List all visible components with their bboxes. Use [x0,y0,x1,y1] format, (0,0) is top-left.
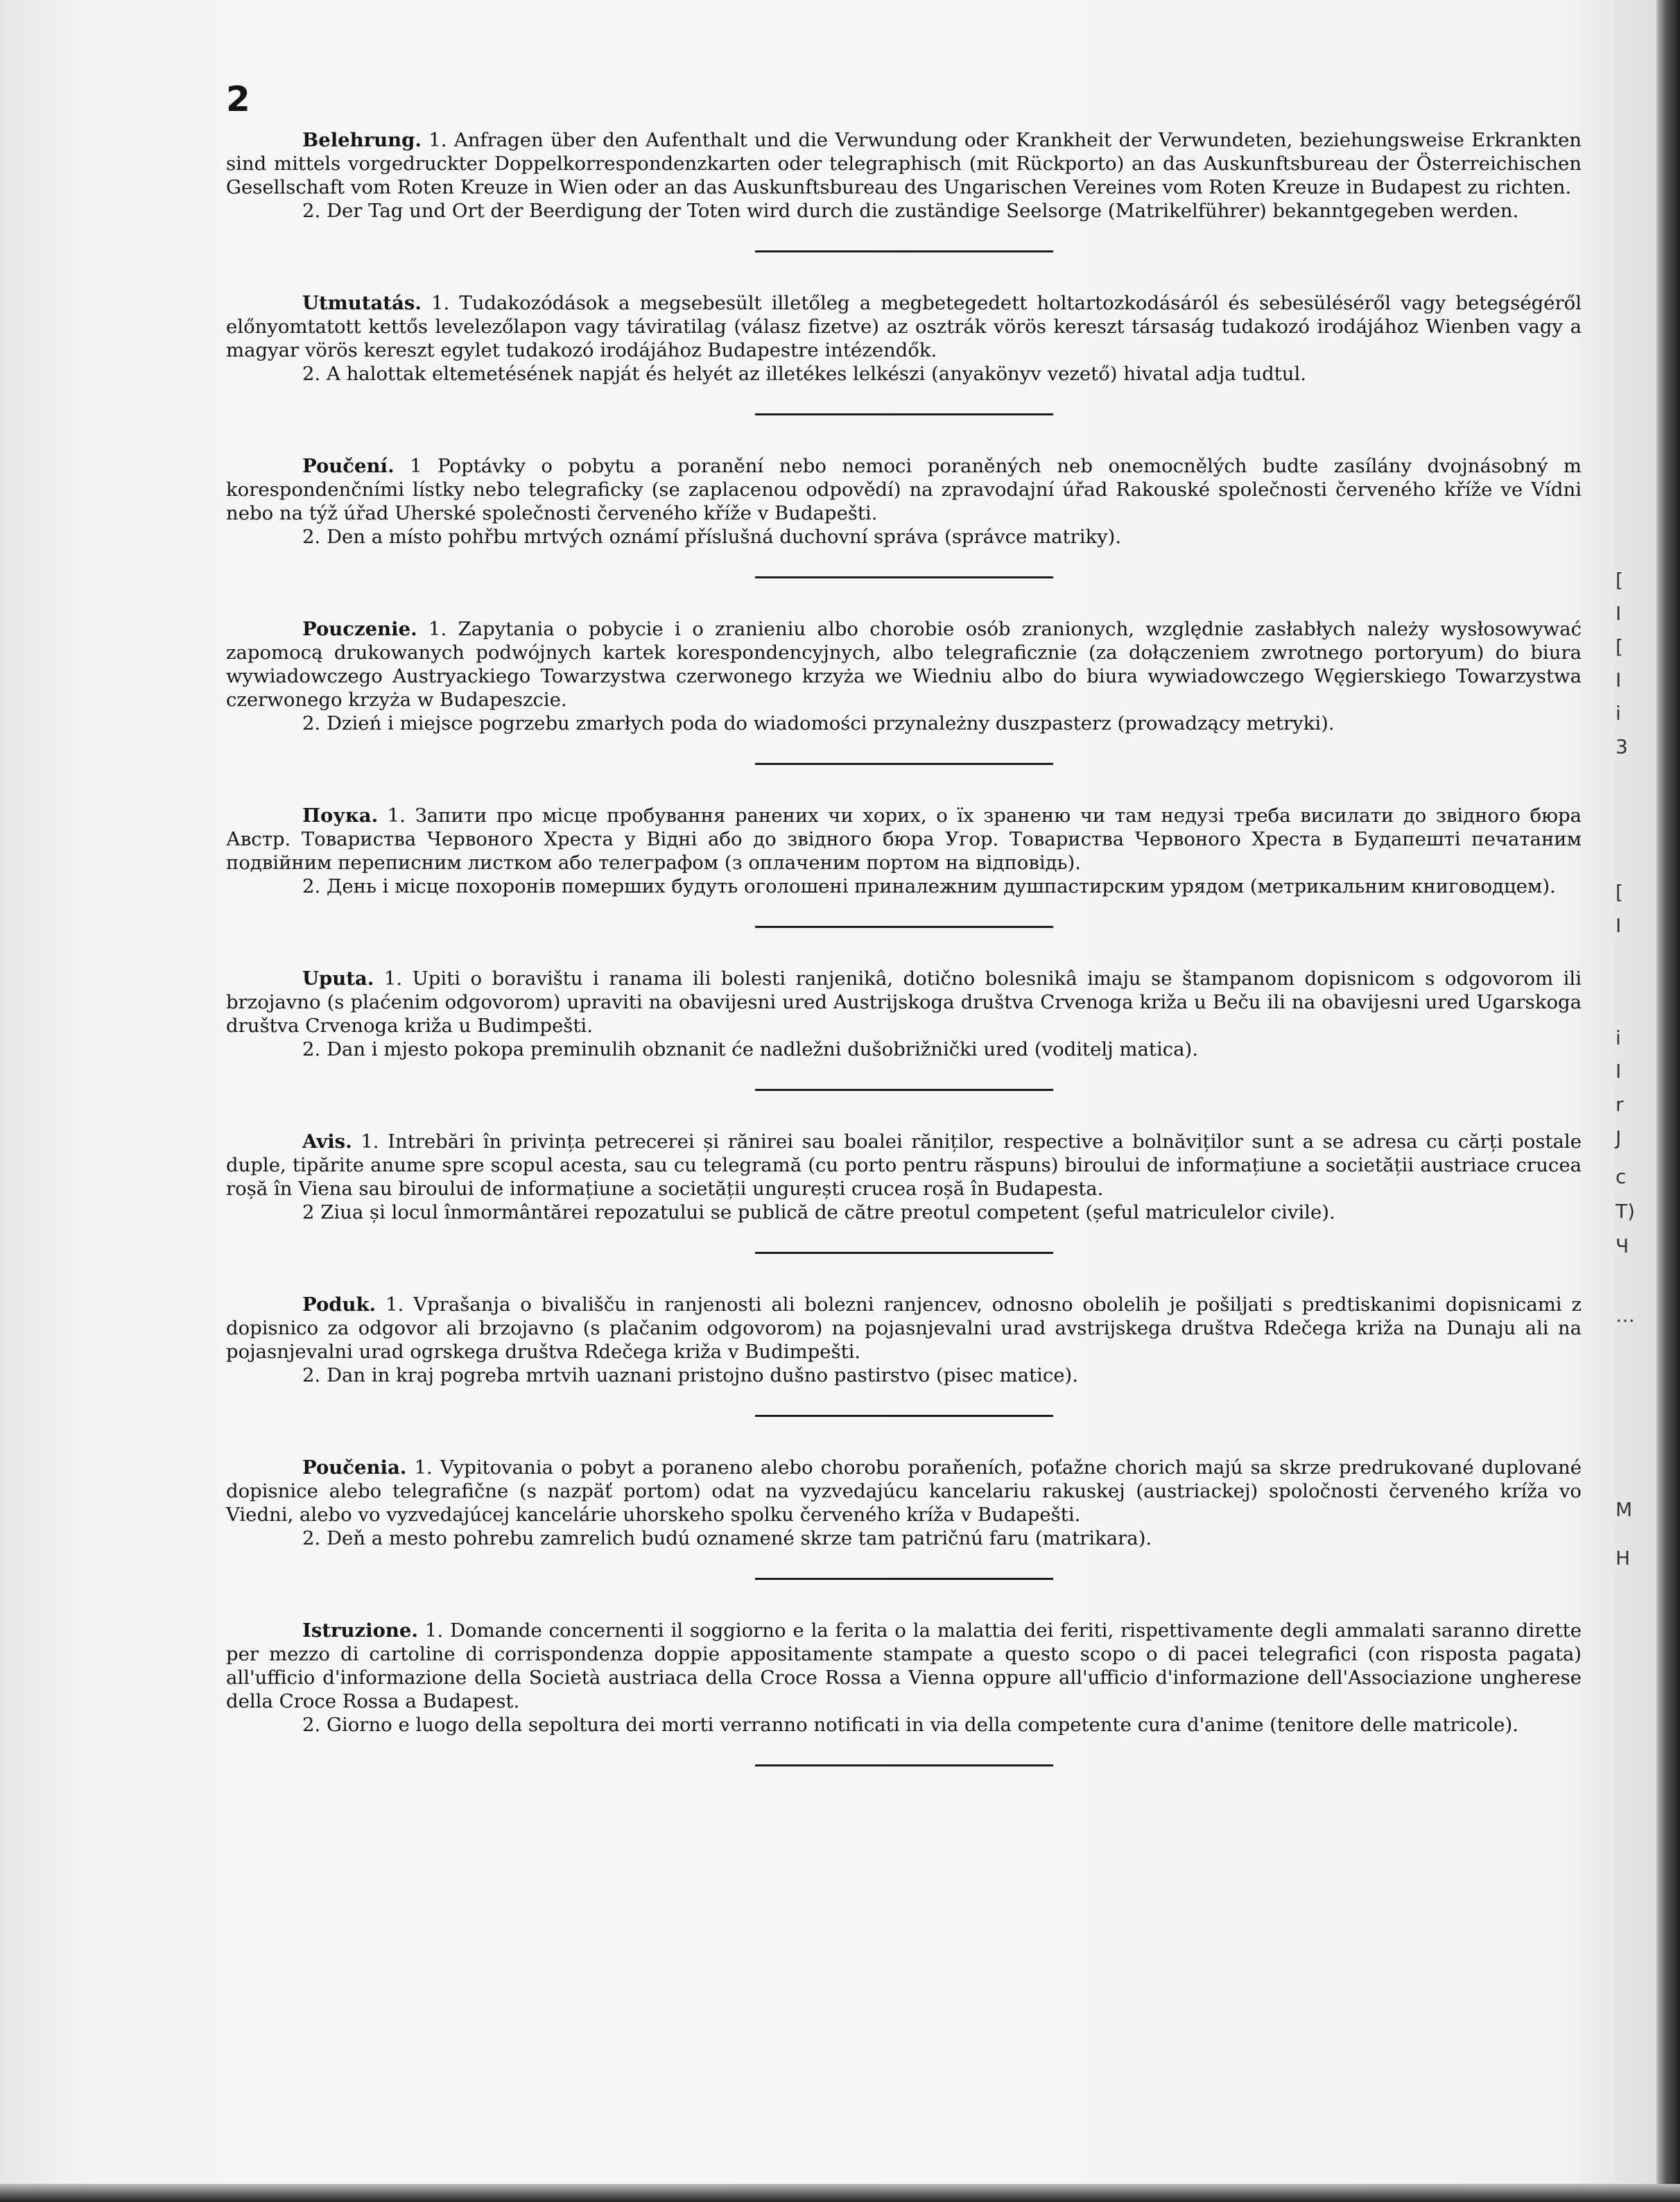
section-slovak [226,1456,1582,1550]
paragraph-2: 2. День і місце похоронів померших будуть оголошені приналежним душпастирским урядом (метрикальним книговодцем). [302,875,1556,897]
section-divider [755,926,1053,928]
section-divider [755,1764,1053,1766]
section-label: Pouczenie. [302,618,417,640]
section-german [226,128,1582,223]
paragraph-text: 1. Upiti o boravištu i ranama ili bolesti ranjenikâ, dotično bolesnikâ imaju se štampanom dopisnicom s odgovorom ili brzojavno (s plaćenim odgovorom) upraviti na obavijesni ured Austrijskoga društva Crvenoga križa u Beču ili na obavijesni ured Ugarskoga društva Crvenoga križa u Budimpešti. [226,967,1582,1037]
section-polish [226,617,1582,735]
margin-mark: H [1616,1547,1631,1569]
paragraph-2: 2. Deň a mesto pohrebu zamrelich budú oznamené skrze tam patričnú faru (matrikara). [302,1527,1152,1549]
section-divider [755,1578,1053,1580]
paragraph-1 [226,967,1582,1038]
margin-mark: [ [1616,881,1623,904]
scan-edge-right [1656,0,1680,2202]
paragraph-text: 1. Zapytania o pobycie i o zranieniu albo chorobie osób zranionych, względnie zasłabłych należy wysłosowywać zapomocą drukowanych podwójnych kartek korespondencyjnych, albo telegraficznie (za dołączeniem zwrotnego portoryum) do biura wywiadowczego Austryackiego Towarzystwa czerwonego krzyża we Wiedniu albo do biura wywiadowczego Węgierskiego Towarzystwa czerwonego krzyża w Budapeszcie. [226,618,1582,711]
paragraph-2: 2. Dan in kraj pogreba mrtvih uaznani pristojno dušno pastirstvo (pisec matice). [302,1364,1078,1386]
paragraph-1 [226,291,1582,362]
paragraph-text: 1. Anfragen über den Aufenthalt und die Verwundung oder Krankheit der Verwundeten, beziehungsweise Erkrankten sind mittels vorgedruckter Doppelkorrespondenzkarten oder telegraphisch (mit Rückporto) an das Auskunftsbureau der Österreichischen Gesellschaft vom Roten Kreuze in Wien oder an das Auskunftsbureau des Ungarischen Vereines vom Roten Kreuze in Budapest zu richten. [226,129,1582,198]
instructions-body [226,128,1582,1805]
section-divider [755,1089,1053,1091]
scan-edge-bottom [0,2184,1680,2202]
paragraph-1 [226,454,1582,525]
margin-mark: i [1616,1026,1621,1049]
margin-mark: I [1616,1060,1622,1083]
margin-mark: r [1616,1093,1624,1116]
section-divider [755,1415,1053,1417]
margin-mark: [ [1616,569,1623,592]
margin-mark: M [1616,1498,1633,1521]
margin-mark: 3 [1616,735,1628,758]
section-italian [226,1619,1582,1737]
section-divider [755,1252,1053,1254]
section-romanian [226,1130,1582,1224]
margin-mark: I [1616,914,1622,937]
section-label: Poduk. [302,1293,376,1316]
section-divider [755,576,1053,578]
margin-mark: … [1616,1304,1635,1327]
paragraph-1 [226,617,1582,712]
margin-mark: Ч [1616,1235,1629,1257]
paragraph-2: 2 Ziua și locul înmormântărei repozatului se publică de către preotul competent (șeful matriculelor civile). [302,1201,1335,1223]
margin-mark: c [1616,1165,1627,1188]
paragraph-text: 1. Intrebări în privința petrecerei și rănirei sau boalei răniților, respective a bolnăviților sunt a se adresa cu cărți postale duple, tipărite anume spre scopul acesta, sau cu telegramă (cu porto pentru răspuns) biroului de informațiune a societății austriace crucea roșă în Viena sau biroului de informațiune a societății ungurești crucea roșă în Budapesta. [226,1130,1582,1200]
section-slovene [226,1293,1582,1387]
margin-mark: I [1616,669,1622,691]
section-label: Uputa. [302,967,374,990]
paragraph-text: 1. Tudakozódások a megsebesült illetőleg a megbetegedett holtartozkodásáról és sebesüléséről vagy betegségéről előnyomtatott kettős levelezőlapon vagy táviratilag (válasz fizetve) az osztrák vörös kereszt társaság tudakozó irodájához Wienben vagy a magyar vörös kereszt egylet tudakozó irodájához Budapestre intézendők. [226,292,1582,361]
paragraph-text: 1. Vprašanja o bivališču in ranjenosti ali bolezni ranjencev, odnosno obolelih je pošiljati s predtiskanimi dopisnicami z dopisnico za odgovor ali brzojavno (s plačanim odgovorom) na pojasnjevalni urad avstrijskega društva Rdečega križa na Dunaju ali na pojasnjevalni urad ogrskega društva Rdečega križa v Budimpešti. [226,1293,1582,1363]
section-croatian [226,967,1582,1061]
section-divider [755,763,1053,765]
paragraph-text: 1 Poptávky o pobytu a poranění nebo nemoci poraněných neb onemocnělých budte zasílány dvojnásobný m korespondenčními lístky nebo telegraficky (se zaplacenou odpovědí) na zpravodajní úřad Rakouské společnosti červeného kříže ve Vídni nebo na týž úřad Uherské společnosti červeného kříže v Budapešti. [226,455,1582,524]
paragraph-text: 1. Domande concernenti il soggiorno e la ferita o la malattia dei feriti, rispettivamente degli ammalati saranno dirette per mezzo di cartoline di corrispondenza doppie appositamente stampate a questo scopo o di pacei telegrafici (con risposta pagata) all'ufficio d'informazione della Società austriaca della Croce Rossa a Vienna oppure all'ufficio d'informazione dell'Associazione ungherese della Croce Rossa a Budapest. [226,1619,1582,1712]
margin-mark: [ [1616,635,1623,658]
section-label: Utmutatás. [302,292,422,314]
paragraph-2: 2. A halottak eltemetésének napját és helyét az illetékes lelkészi (anyakönyv vezető) hivatal adja tudtul. [302,363,1306,385]
section-ukrainian [226,804,1582,898]
section-hungarian [226,291,1582,386]
paragraph-2: 2. Dzień i miejsce pogrzebu zmarłych poda do wiadomości przynależny duszpasterz (prowadzący metryki). [302,712,1335,734]
paragraph-1 [226,1130,1582,1201]
paragraph-2: 2. Dan i mjesto pokopa preminulih obznanit će nadležni dušobrižnički ured (voditelj matica). [302,1038,1199,1060]
paragraph-1 [226,1619,1582,1713]
margin-mark: i [1616,702,1621,725]
section-divider [755,250,1053,252]
paragraph-2: 2. Giorno e luogo della sepoltura dei morti verranno notificati in via della competente cura d'anime (tenitore delle matricole). [302,1714,1518,1736]
section-label: Поука. [302,805,379,827]
section-label: Istruzione. [302,1619,419,1642]
section-label: Poučenia. [302,1456,407,1479]
section-label: Avis. [302,1130,352,1153]
paragraph-text: 1. Vypitovania o pobyt a poranenо alebo chorobu poraňeních, poťažne chorich majú sa skrze predrukované duplované dopisnice alebo telegrafične (s nazpäť portom) odat na vyzvedajúcu kancelariu rakuskej (austriackej) spoločnosti červeného kríža vo Viedni, alebo vo vyzvedajúcej kancelárie uhorskeho spolku červeného kríža v Budapešti. [226,1456,1582,1526]
page-number: 2 [226,79,250,119]
section-divider [755,413,1053,415]
section-czech [226,454,1582,549]
paragraph-1 [226,128,1582,199]
paragraph-2: 2. Den a místo pohřbu mrtvých oznámí příslušná duchovní správa (správce matriky). [302,526,1122,548]
paragraph-text: 1. Запити про місце пробування ранених чи хорих, о їх зраненю чи там недузі треба висилати до звідного бюра Австр. Товариства Червоного Хреста у Відні або до звідного бюра Угор. Товариства Червоного Хреста в Будапешті печатаним подвійним переписним листком або телеграфом (з оплаченим портом на відповідь). [226,805,1582,874]
paragraph-1 [226,1456,1582,1526]
section-label: Belehrung. [302,129,422,151]
margin-mark: J [1616,1126,1622,1149]
paragraph-2: 2. Der Tag und Ort der Beerdigung der Toten wird durch die zuständige Seelsorge (Matrikelführer) bekanntgegeben werden. [302,200,1519,222]
margin-mark: I [1616,602,1622,625]
section-label: Poučení. [302,455,395,477]
paragraph-1 [226,1293,1582,1364]
margin-mark: T) [1616,1200,1636,1223]
paragraph-1 [226,804,1582,875]
